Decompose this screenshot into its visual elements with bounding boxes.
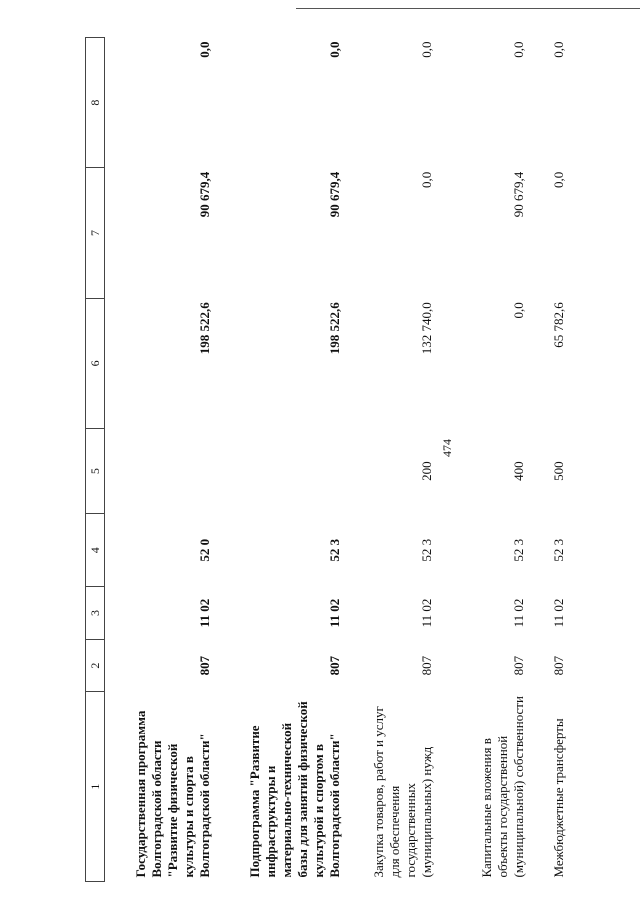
row-name: Капитальные вложения в объекты государственной (муниципальной) собственности [479,696,526,878]
section-code: 11 02 [197,598,212,628]
section-code: 11 02 [327,598,342,628]
column-header: 2 [86,639,105,692]
rotated-table-container [85,37,566,882]
amount-col7: 90 679,4 [327,171,342,218]
amount-col6: 198 522,6 [327,302,342,355]
amount-col8: 0,0 [197,41,212,58]
program-code: 52 3 [327,538,342,562]
amount-col6: 65 782,6 [551,302,566,348]
budget-table [85,37,573,882]
section-code: 11 02 [419,598,434,628]
program-code: 52 3 [419,538,434,562]
section-code: 11 02 [511,598,526,628]
section-code: 11 02 [551,598,566,628]
expense-type-code [219,429,349,514]
expense-type-code: 500 [551,461,566,481]
column-header: 8 [86,38,105,168]
column-header: 6 [86,298,105,428]
amount-col8: 0,0 [327,41,342,58]
program-code: 52 3 [511,538,526,562]
amount-col6: 0,0 [511,302,526,319]
ministry-code: 807 [419,655,434,676]
table-row [533,38,573,882]
program-code: 52 3 [551,538,566,562]
row-name: Межбюджетные трансферты [551,718,566,878]
top-rule [296,8,640,9]
row-name: Государственная программа Волгоградской области "Развитие физической культуры и спорта в Волгоградской области" [133,710,212,878]
column-header: 1 [86,692,105,882]
amount-col8: 0,0 [511,41,526,58]
column-header: 7 [86,168,105,298]
amount-col7: 90 679,4 [197,171,212,218]
amount-col8: 0,0 [419,41,434,58]
row-name: Закупка товаров, работ и услуг для обеспечения государственных (муниципальных) нужд [371,706,434,878]
table-row [349,38,441,882]
amount-col7: 0,0 [419,171,434,189]
ministry-code: 807 [327,655,342,676]
table-row [441,38,533,882]
amount-col7: 90 679,4 [511,171,526,218]
amount-col7: 0,0 [551,171,566,189]
column-header: 3 [86,587,105,639]
column-header: 5 [86,429,105,514]
page-number: 474 [440,439,454,457]
expense-type-code: 200 [419,461,434,481]
column-header: 4 [86,514,105,587]
program-code: 52 0 [197,538,212,562]
expense-type-code [105,429,220,514]
ministry-code: 807 [511,655,526,676]
header-row [86,38,105,882]
table-row [219,38,349,882]
amount-col6: 132 740,0 [419,302,434,355]
ministry-code: 807 [197,655,212,676]
expense-type-code: 400 [511,461,526,481]
amount-col8: 0,0 [551,41,566,58]
row-name: Подпрограмма "Развитие инфраструктуры и материально-технической базы для занятий физической культурой и спортом в Волгоградской области" [247,701,342,878]
table-row [105,38,220,882]
ministry-code: 807 [551,655,566,676]
amount-col6: 198 522,6 [197,302,212,355]
